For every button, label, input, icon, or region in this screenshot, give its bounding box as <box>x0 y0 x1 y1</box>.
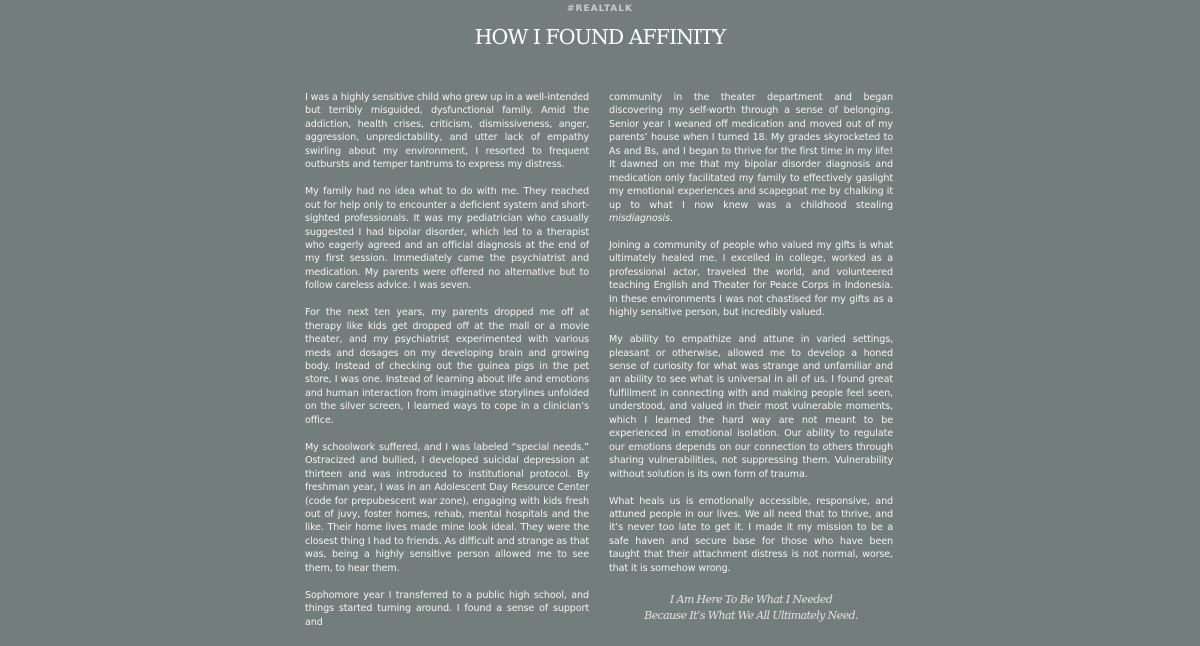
left-text-column <box>305 91 589 629</box>
paragraph-text: community in the theater department and began discovering my self-worth through a sense of belonging. Senior year I weaned off medication and moved out of my parents’ house when I turned 18. My grades skyrocketed to As and Bs, and I began to thrive for the first time in my life! It dawned on me that my bipolar disorder diagnosis and medication only facilitated my family to effectively gaslight my emotional experiences and scapegoat me by chalking it up to what I now knew was a childhood stealing <box>609 92 893 211</box>
quote-line: Because It’s What We All Ultimately Need. <box>644 608 858 622</box>
paragraph-end: . <box>669 213 673 225</box>
paragraph: My family had no idea what to do with me. They reached out for help only to encounter a deficient system and short-sighted professionals. It was my pediatrician who casually suggested I had bipolar disorder, which led to a therapist who eagerly agreed and an official diagnosis at the end of my first session. Immediately came the psychiatrist and medication. My parents were offered no alternative but to follow careless advice. I was seven. <box>305 186 589 292</box>
paragraph: What heals us is emotionally accessible, responsive, and attuned people in our lives. We all need that to thrive, and it’s never too late to get it. I made it my mission to be a safe haven and secure base for those who have been taught that their attachment distress is not normal, worse, that it is somehow wrong. <box>609 495 893 574</box>
quote-line: I Am Here To Be What I Needed <box>669 593 833 606</box>
emphasis-text: misdiagnosis <box>609 213 670 225</box>
section-tag: #REALTALK <box>567 4 633 14</box>
paragraph: I was a highly sensitive child who grew up in a well-intended but terribly misguided, dysfunctional family. Amid the addiction, health crises, criticism, dismissiveness, anger, aggression, unpredictability, and utter lack of empathy swirling about my environment, I resorted to frequent outbursts and temper tantrums to express my distress. <box>305 92 589 171</box>
page-title: HOW I FOUND AFFINITY <box>474 25 726 49</box>
paragraph <box>609 91 893 226</box>
paragraph: Joining a community of people who valued my gifts is what ultimately healed me. I excelled in college, worked as a professional actor, traveled the world, and volunteered teaching English and Theater for Peace Corps in Indonesia. In these environments I was not chastised for my gifts as a highly sensitive person, but incredibly valued. <box>609 239 893 319</box>
pull-quote <box>609 592 893 623</box>
right-text-column <box>609 91 893 575</box>
paragraph: My ability to empathize and attune in varied settings, pleasant or otherwise, allowed me to develop a honed sense of curiosity for what was strange and unfamiliar and an ability to see what is universal in all of us. I found great fulfillment in connecting with and making people feel seen, understood, and valued in their most vulnerable moments, which I learned the hard way are not meant to be experienced in emotional isolation. Our ability to regulate our emotions depends on our connection to others through sharing vulnerabilities, not suppressing them. Vulnerability without solution is its own form of trauma. <box>609 334 893 480</box>
paragraph: My schoolwork suffered, and I was labeled “special needs.” Ostracized and bullied, I developed suicidal depression at thirteen and was introduced to institutional protocol. By freshman year, I was in an Adolescent Day Resource Center (code for prepubescent war zone), engaging with kids fresh out of juvy, foster homes, rehab, mental hospitals and the like. Their home lives made mine look ideal. They were the closest thing I had to friends. As difficult and strange as that was, being a highly sensitive person allowed me to see them, to hear them. <box>305 441 589 574</box>
paragraph-continued: Sophomore year I transferred to a public high school, and things started turning around. I found a sense of support and <box>305 589 589 628</box>
paragraph: For the next ten years, my parents dropped me off at therapy like kids get dropped off at the mall or a movie theater, and my psychiatrist experimented with various meds and dosages on my developing brain and growing body. Instead of checking out the guinea pigs in the pet store, I was one. Instead of learning about life and emotions and human interaction from imaginative storylines unfolded on the silver screen, I learned ways to cope in a clinician’s office. <box>305 307 589 426</box>
